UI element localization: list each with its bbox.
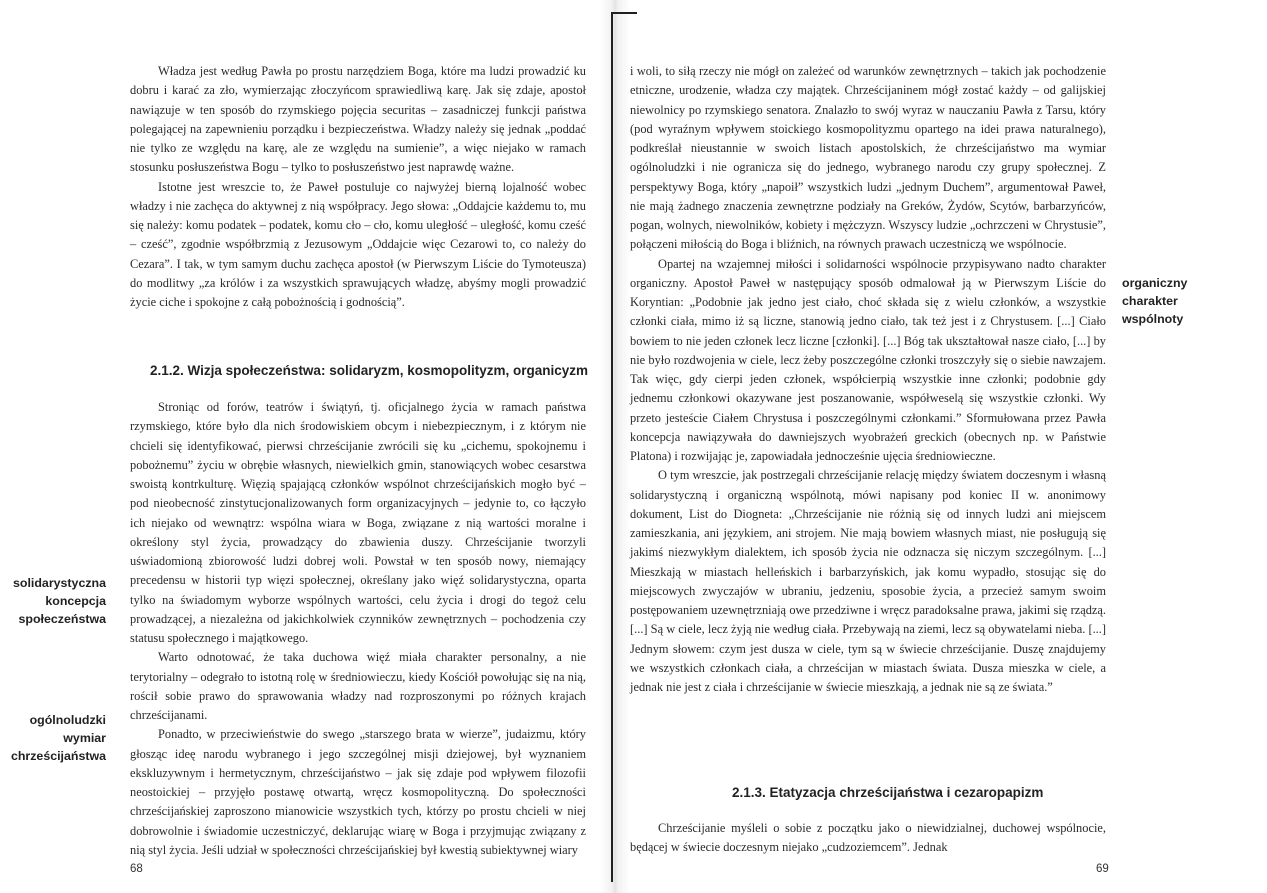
margin-note-universal: [8, 711, 106, 765]
margin-note-line: organiczny: [1122, 276, 1188, 290]
gutter-line: [611, 12, 613, 882]
margin-note-line: charakter: [1122, 294, 1178, 308]
right-body-bottom: [630, 819, 1106, 858]
paragraph: Ponadto, w przeciwieństwie do swego „starszego brata w wierze”, judaizmu, który głosząc ideę narodu wybranego i jego szczególnej misji dziejowej, był wyznaniem ekskluzywnym i hermetycznym, chrześcijaństwo – jak się zdaje pod wpływem filozofii neostoickiej – przyjęło postawę otwartą, wręcz kosmopolityczną. Do społeczności chrześcijańskiej zaproszono mianowicie wszystkich tych, którzy po prostu chcieli w niej dobrowolnie i świadomie uczestniczyć, deklarując wiarę w Boga i przyjmując związany z nią styl życia. Jeśli udział w społeczności chrześcijańskiej był kwestią subiektywnej wiary: [130, 727, 586, 857]
right-page: [630, 0, 1267, 893]
paragraph: Stroniąc od forów, teatrów i świątyń, tj. oficjalnego życia w ramach państwa rzymskiego, które było dla nich środowiskiem obcym i niebezpiecznym, i z którym nie chcieli się identyfikować, pierwsi chrześcijanie zwrócili się ku „cichemu, spokojnemu i pobożnemu” życiu w obrębie własnych, niewielkich gmin, stanowiących wobec cesarstwa swoistą kontrkulturę. Więzią spajającą członków wspólnot chrześcijańskich mogło być – pod nieobecność zinstytucjonalizowanych form organizacyjnych – jedynie to, co łączyło ich niejako od wewnątrz: wspólna wiara w Boga, związane z nią wartości moralne i określony styl życia, prowadzący do zbawienia duszy. Chrześcijanie tworzyli uświadomioną zbiorowość ludzi dobrej woli. Powstał w ten sposób nowy, niemający precedensu w historii typ więzi społecznej, określany jako więź solidarystyczna, oparta tylko na świadomym wyborze wspólnych wartości, celu życia i drogi do tegoż celu prowadzącej, a niezależna od jakichkolwiek czynników zewnętrznych – pochodzenia czy statusu społecznego i majątkowego.: [130, 400, 586, 645]
paragraph: Istotne jest wreszcie to, że Paweł postuluje co najwyżej bierną lojalność wobec władzy i nie zachęca do aktywnej z nią współpracy. Jego słowa: „Oddajcie każdemu to, mu się należy: komu podatek – podatek, komu cło – cło, komu uległość – uległość, komu cześć – cześć”, zgodnie współbrzmią z Jezusowym „Oddajcie więc Cezarowi to, co należy do Cezara”. I tak, w tym samym duchu zachęca apostoł (w Pierwszym Liście do Tymoteusza) do modlitwy „za królów i za wszystkich sprawujących władzę, abyśmy mogli prowadzić życie ciche i spokojne z całą pobożnością i godnością”.: [130, 179, 586, 309]
right-body-top: [630, 62, 1106, 697]
margin-note-line: społeczeństwa: [18, 612, 106, 626]
paragraph: O tym wreszcie, jak postrzegali chrześcijanie relację między światem doczesnym i własną solidarystyczną i organiczną wspólnotą, mówi napisany pod koniec II w. anonimowy dokument, List do Diogneta: „Chrześcijanie nie różnią się od innych ludzi ani miejscem zamieszkania, ani językiem, ani strojem. Nie mają bowiem własnych miast, nie posługują się jakimś niezwykłym dialektem, ich sposób życia nie odznacza się niczym szczególnym. [...] Mieszkają w miastach helleńskich i barbarzyńskich, jak komu wypadło, stosując się do miejscowych zwyczajów w ubraniu, jedzeniu, sposobie życia, a przecież samym swoim postępowaniem uzewnętrzniają owe przedziwne i wręcz paradoksalne prawa, jakimi się rządzą. [...] Są w ciele, lecz żyją nie według ciała. Przebywają na ziemi, lecz są obywatelami nieba. [...] Jednym słowem: czym jest dusza w ciele, tym są w świecie chrześcijanie. Duszę znajdujemy we wszystkich członkach ciała, a chrześcijan w miastach świata. Dusza mieszka w ciele, a jednak nie jest z ciała i chrześcijanie w świecie mieszkają, a jednak nie są ze świata.”: [630, 468, 1106, 694]
paragraph: Opartej na wzajemnej miłości i solidarności wspólnocie przypisywano nadto charakter organiczny. Apostoł Paweł w następujący sposób odmalował ją w Pierwszym Liście do Koryntian: „Podobnie jak jedno jest ciało, choć składa się z wielu członków, a wszystkie członki ciała, mimo iż są liczne, stanowią jedno ciało, tak też jest i z Chrystusem. [...] Ciało bowiem to nie jeden członek lecz liczne [członki]. [...] Bóg tak ukształtował nasze ciało, [...] by nie było rozdwojenia w ciele, lecz żeby poszczególne członki troszczyły się o siebie nawzajem. Tak więc, gdy cierpi jeden członek, współcierpią wszystkie inne członki; podobnie gdy jednemu członkowi okazywane jest poszanowanie, współweselą się wszystkie członki. Wy przeto jesteście Ciałem Chrystusa i poszczególnymi członkami.” Sformułowana przez Pawła koncepcja nawiązywała do dawniejszych wyobrażeń greckich (obecnych np. w Państwie Platona) i rozwijając je, zapowiadała jednocześnie ujęcia średniowieczne.: [630, 256, 1106, 463]
paragraph: Chrześcijanie myśleli o sobie z początku jako o niewidzialnej, duchowej wspólnocie, będącej w świecie doczesnym niejako „cudzoziemcem”. Jednak: [630, 821, 1106, 855]
left-body-top: [130, 62, 586, 312]
page-number: 69: [1096, 863, 1109, 875]
left-page: [0, 0, 600, 893]
margin-note-solidarity: [8, 574, 106, 628]
paragraph: i woli, to siłą rzeczy nie mógł on zależeć od warunków zewnętrznych – takich jak pochodzenie etniczne, urodzenie, władza czy majątek. Chrześcijaninem mógł zostać każdy – od galijskiej niewolnicy po rzymskiego senatora. Znalazło to swój wyraz w nauczaniu Pawła z Tarsu, który (pod wyraźnym wpływem stoickiego kosmopolityzmu opartego na idei prawa naturalnego), podkreślał nieustannie w swoich listach apostolskich, że chrześcijaństwo ma wymiar ogólnoludzki i nie ogranicza się do jednego, wybranego narodu czy grupy społecznej. Z perspektywy Boga, który „napoił” wszystkich ludzi „jednym Duchem”, argumentował Paweł, nie mają żadnego znaczenia zewnętrzne podziały na Greków, Żydów, Scytów, barbarzyńców, pogan, wolnych, niewolników, kobiety i mężczyzn. Wszyscy ludzie „ochrzczeni w Chrystusie”, połączeni miłością do Boga i bliźnich, na równych prawach uczestniczą we wspólnocie.: [630, 64, 1106, 252]
paragraph: Warto odnotować, że taka duchowa więź miała charakter personalny, a nie terytorialny – odegrało to istotną rolę w średniowieczu, kiedy Kościół powołując się na nią, rościł sobie prawo do sprawowania władzy nad rozproszonymi po różnych krajach chrześcijanami.: [130, 650, 586, 722]
margin-note-line: chrześcijaństwa: [10, 749, 106, 763]
margin-note-line: wspólnoty: [1122, 312, 1184, 326]
margin-note-organic: [1122, 274, 1242, 328]
section-heading: 2.1.2. Wizja społeczeństwa: solidaryzm, kosmopolityzm, organicyzm: [150, 363, 589, 378]
margin-note-line: solidarystyczna: [13, 576, 106, 590]
margin-note-line: koncepcja: [45, 594, 106, 608]
section-heading: 2.1.3. Etatyzacja chrześcijaństwa i cezaropapizm: [732, 785, 1044, 800]
page-number: 68: [130, 863, 143, 875]
book-gutter: [600, 0, 630, 893]
margin-note-line: wymiar: [63, 731, 106, 745]
paragraph: Władza jest według Pawła po prostu narzędziem Boga, które ma ludzi prowadzić ku dobru i karać za zło, wymierzając złoczyńcom sprawiedliwą karę. Jak się zdaje, apostoł nawiązuje w ten sposób do rzymskiego pojęcia securitas – zasadniczej funkcji państwa polegającej na zapewnieniu porządku i bezpieczeństwa. Władzy należy się jednak „poddać nie tylko ze względu na karę, ale ze względu na sumienie”, a więc niejako w ramach stosunku posłuszeństwa Bogu – tylko to posłuszeństwo jest naprawdę ważne.: [130, 64, 586, 175]
left-body-bottom: [130, 398, 586, 860]
margin-note-line: ogólnoludzki: [29, 713, 106, 727]
